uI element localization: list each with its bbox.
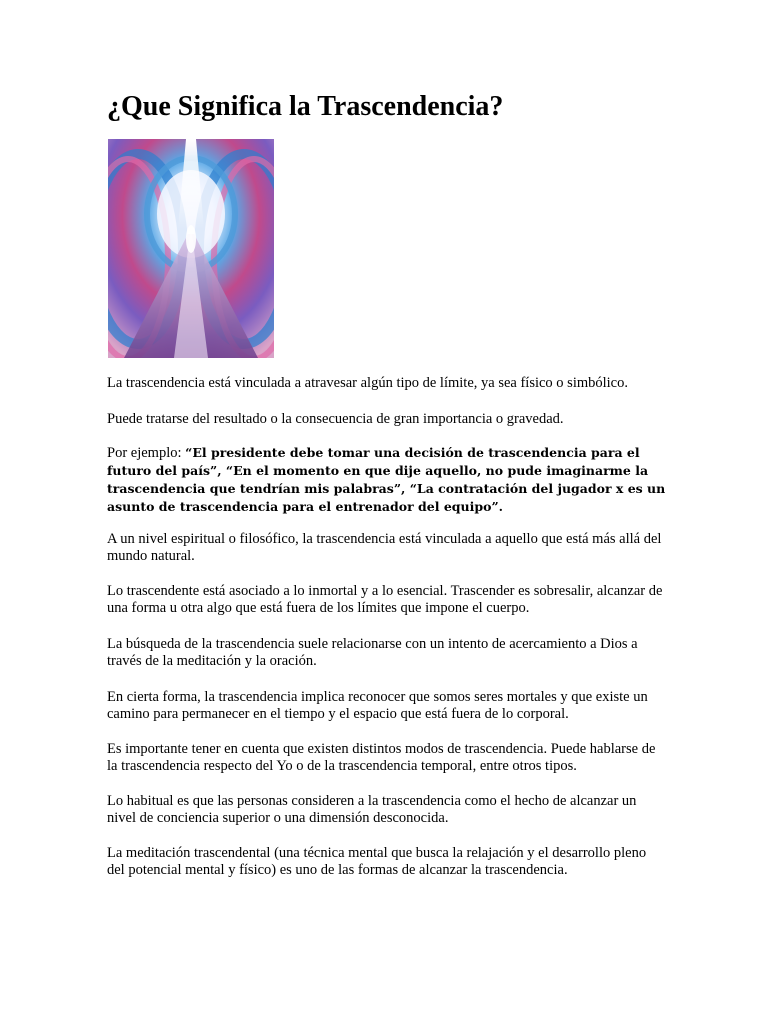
paragraph-6: La búsqueda de la trascendencia suele relacionarse con un intento de acercamiento a Dios a través de la meditación y la oración. bbox=[107, 636, 638, 669]
paragraph-8: Es importante tener en cuenta que existen distintos modos de trascendencia. Puede hablarse de la trascendencia respecto del Yo o de la trascendencia temporal, entre otros tipos. bbox=[107, 741, 656, 774]
example-quotes: “El presidente debe tomar una decisión de trascendencia para el futuro del país”, “En el momento en que dije aquello, no pude imaginarme la trascendencia que tendrían mis palabras”, “La contratación del jugador x es un asunto de trascendencia para el entrenador del equipo”. bbox=[107, 445, 666, 514]
page-title: ¿Que Significa la Trascendencia? bbox=[107, 91, 504, 122]
paragraph-4: A un nivel espiritual o filosófico, la trascendencia está vinculada a aquello que está más allá del mundo natural. bbox=[107, 531, 662, 564]
paragraph-9: Lo habitual es que las personas consideren a la trascendencia como el hecho de alcanzar un nivel de conciencia superior o una dimensión desconocida. bbox=[107, 793, 637, 826]
paragraph-3 bbox=[107, 444, 667, 516]
paragraph-1: La trascendencia está vinculada a atravesar algún tipo de límite, ya sea físico o simbólico. bbox=[107, 375, 628, 391]
paragraph-7: En cierta forma, la trascendencia implica reconocer que somos seres mortales y que existe un camino para permanecer en el tiempo y el espacio que está fuera de lo corporal. bbox=[107, 689, 648, 722]
spiritual-tunnel-illustration bbox=[108, 139, 274, 358]
paragraph-2: Puede tratarse del resultado o la consecuencia de gran importancia o gravedad. bbox=[107, 411, 564, 427]
example-label: Por ejemplo: bbox=[107, 445, 186, 461]
paragraph-5: Lo trascendente está asociado a lo inmortal y a lo esencial. Trascender es sobresalir, alcanzar de una forma u otra algo que está fuera de los límites que impone el cuerpo. bbox=[107, 583, 663, 616]
paragraph-10: La meditación trascendental (una técnica mental que busca la relajación y el desarrollo pleno del potencial mental y físico) es uno de las formas de alcanzar la trascendencia. bbox=[107, 845, 647, 878]
